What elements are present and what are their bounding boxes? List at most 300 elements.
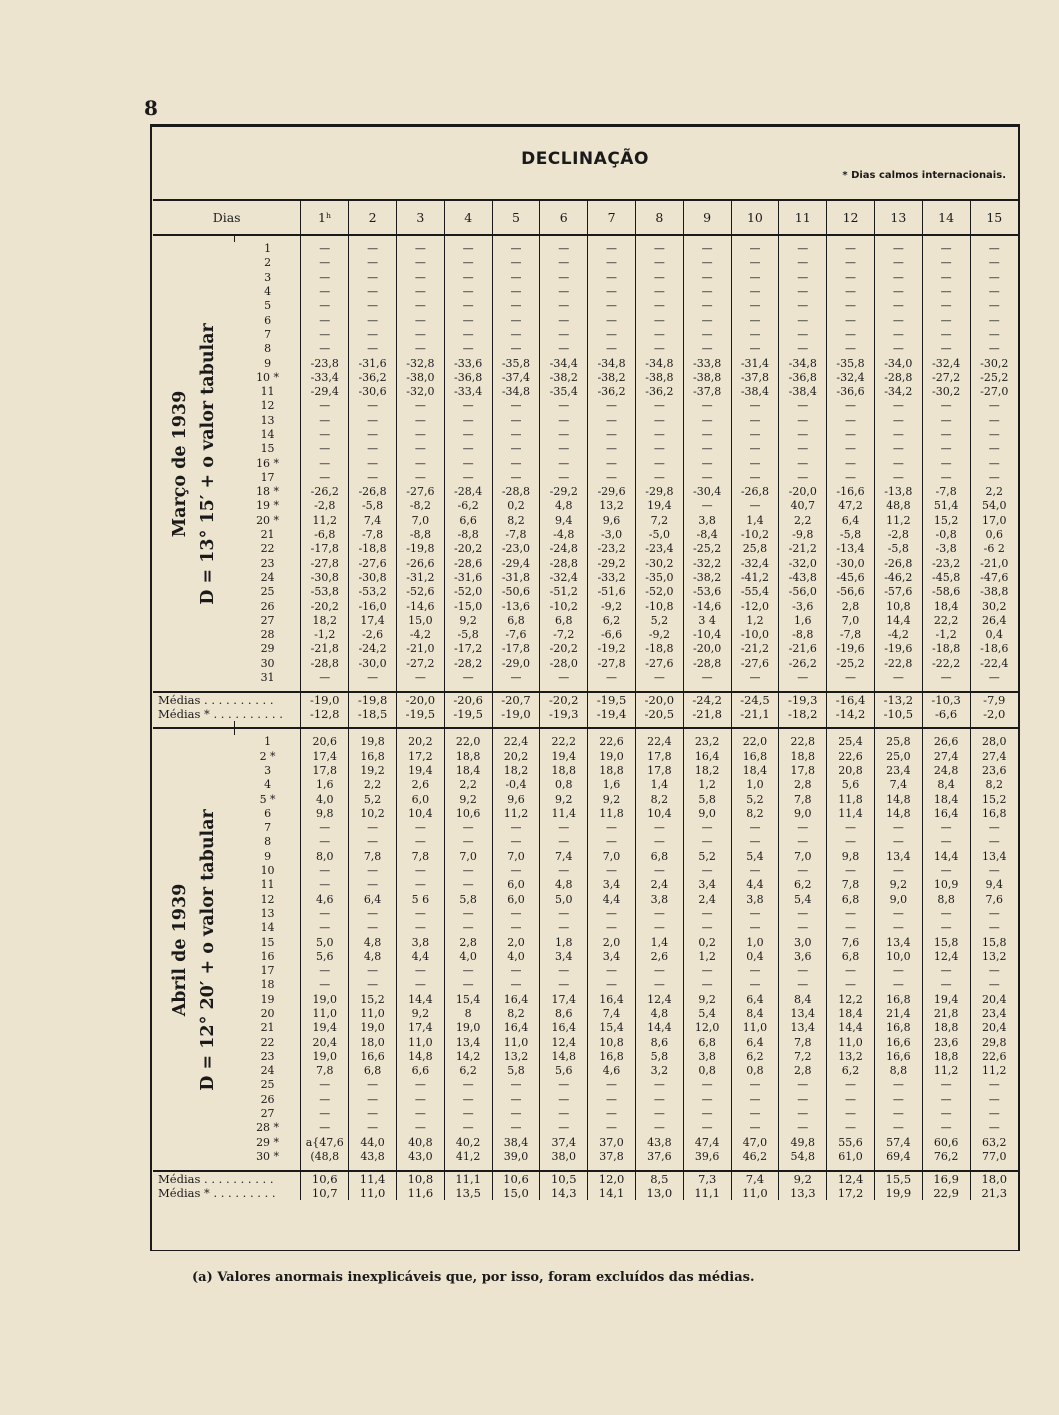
value-cell: 14,8 — [540, 1050, 588, 1064]
value-cell: — — [349, 978, 397, 992]
medias-value: 10,8 — [396, 1171, 444, 1186]
value-cell: — — [635, 342, 683, 356]
value-cell: 10,4 — [396, 807, 444, 821]
value-cell: — — [492, 256, 540, 270]
value-cell: -3,0 — [588, 528, 636, 542]
spacer-cell — [301, 1164, 349, 1171]
table-row — [153, 850, 1018, 864]
value-cell: 27,4 — [922, 750, 970, 764]
value-cell: -30,2 — [970, 356, 1018, 370]
month-rotated-label — [166, 323, 222, 605]
table-row — [153, 835, 1018, 849]
value-cell: -13,8 — [874, 485, 922, 499]
value-cell: — — [396, 242, 444, 256]
spacer-cell — [922, 685, 970, 692]
value-cell: -17,2 — [444, 642, 492, 656]
value-cell: -33,2 — [588, 571, 636, 585]
value-cell: -32,0 — [779, 557, 827, 571]
spacer-cell — [349, 685, 397, 692]
value-cell: 6,0 — [396, 792, 444, 806]
value-cell: 5,0 — [301, 935, 349, 949]
value-cell: -10,0 — [731, 628, 779, 642]
value-cell: 18,8 — [444, 750, 492, 764]
value-cell: -55,4 — [731, 585, 779, 599]
medias-value: -20,2 — [540, 692, 588, 707]
medias-value: 7,3 — [683, 1171, 731, 1186]
table-row — [153, 428, 1018, 442]
table-title: DECLINAÇÃO — [521, 149, 649, 169]
value-cell: -10,2 — [540, 599, 588, 613]
value-cell: — — [396, 428, 444, 442]
day-number: 1 — [264, 242, 272, 256]
value-cell: 6,0 — [492, 878, 540, 892]
table-row — [153, 1050, 1018, 1064]
value-cell: -16,0 — [349, 599, 397, 613]
value-cell: — — [970, 921, 1018, 935]
value-cell: — — [444, 878, 492, 892]
value-cell: — — [540, 313, 588, 327]
medias-value: -6,6 — [922, 707, 970, 721]
value-cell: — — [492, 964, 540, 978]
medias-value: -20,7 — [492, 692, 540, 707]
value-cell: -0,4 — [492, 778, 540, 792]
value-cell: — — [922, 864, 970, 878]
value-cell: -36,2 — [349, 371, 397, 385]
day-number: 8 — [264, 342, 272, 356]
value-cell: -26,8 — [874, 557, 922, 571]
value-cell: 43,0 — [396, 1150, 444, 1164]
value-cell: — — [492, 414, 540, 428]
value-cell: 9,2 — [874, 878, 922, 892]
value-cell: — — [827, 271, 875, 285]
value-cell: — — [779, 864, 827, 878]
spacer-cell — [235, 1164, 301, 1171]
value-cell: — — [779, 835, 827, 849]
value-cell: 19,4 — [396, 764, 444, 778]
value-cell: — — [779, 242, 827, 256]
value-cell: 17,4 — [396, 1021, 444, 1035]
value-cell: — — [444, 1107, 492, 1121]
value-cell: — — [492, 907, 540, 921]
value-cell: 9,2 — [444, 792, 492, 806]
value-cell: 9,0 — [683, 807, 731, 821]
value-cell: -9,2 — [635, 628, 683, 642]
medias-value: -20,0 — [635, 692, 683, 707]
value-cell: — — [827, 342, 875, 356]
value-cell: -34,4 — [540, 356, 588, 370]
value-cell: — — [683, 864, 731, 878]
value-cell: — — [922, 299, 970, 313]
value-cell: — — [349, 878, 397, 892]
value-cell: — — [588, 399, 636, 413]
value-cell: — — [635, 1093, 683, 1107]
value-cell: — — [588, 428, 636, 442]
value-cell: 4,8 — [635, 1007, 683, 1021]
value-cell: 14,2 — [444, 1050, 492, 1064]
value-cell: 6,2 — [444, 1064, 492, 1078]
medias-value: -21,8 — [683, 707, 731, 721]
value-cell: — — [492, 1107, 540, 1121]
value-cell: — — [827, 242, 875, 256]
value-cell: -5,8 — [444, 628, 492, 642]
value-cell: 57,4 — [874, 1136, 922, 1150]
table-row — [153, 342, 1018, 356]
value-cell: — — [588, 256, 636, 270]
value-cell: — — [444, 428, 492, 442]
value-cell: — — [779, 671, 827, 685]
value-cell: -28,8 — [874, 371, 922, 385]
value-cell: 23,4 — [874, 764, 922, 778]
value-cell: -21,6 — [779, 642, 827, 656]
day-number: 7 — [264, 821, 272, 835]
table-row — [153, 385, 1018, 399]
value-cell: — — [396, 442, 444, 456]
value-cell: 1,2 — [731, 614, 779, 628]
value-cell: — — [970, 328, 1018, 342]
value-cell: — — [444, 1093, 492, 1107]
value-cell: -27,2 — [396, 657, 444, 671]
value-cell: — — [779, 328, 827, 342]
medias-value: 9,2 — [779, 1171, 827, 1186]
value-cell: — — [301, 964, 349, 978]
value-cell: 37,0 — [588, 1136, 636, 1150]
value-cell: — — [444, 1121, 492, 1135]
value-cell: — — [349, 328, 397, 342]
value-cell: a{47,6 — [301, 1136, 349, 1150]
medias-value: -2,0 — [970, 707, 1018, 721]
spacer-cell — [827, 235, 875, 242]
value-cell: 7,8 — [396, 850, 444, 864]
value-cell: -29,2 — [540, 485, 588, 499]
spacer-cell — [349, 728, 397, 735]
table-row — [153, 1064, 1018, 1078]
value-cell: -26,8 — [349, 485, 397, 499]
value-cell: 1,4 — [635, 778, 683, 792]
value-cell: — — [588, 1107, 636, 1121]
spacer-cell — [349, 1164, 397, 1171]
value-cell: — — [588, 1121, 636, 1135]
value-cell: 0,8 — [683, 1064, 731, 1078]
value-cell: -10,4 — [683, 628, 731, 642]
value-cell: 18,8 — [540, 764, 588, 778]
value-cell: -26,2 — [779, 657, 827, 671]
day-number: 29 * — [256, 1135, 280, 1149]
footnote: (a) Valores anormais inexplicáveis que, por isso, foram excluídos das médias. — [192, 1270, 755, 1285]
value-cell: 18,8 — [922, 1021, 970, 1035]
value-cell: -34,8 — [635, 356, 683, 370]
value-cell: — — [731, 285, 779, 299]
value-cell: — — [731, 242, 779, 256]
value-cell: — — [731, 907, 779, 921]
spacer-cell — [922, 1164, 970, 1171]
table-row — [153, 878, 1018, 892]
value-cell: — — [349, 1078, 397, 1092]
value-cell: — — [492, 471, 540, 485]
value-cell: -21,2 — [731, 642, 779, 656]
value-cell: — — [540, 864, 588, 878]
medias-value: -19,3 — [540, 707, 588, 721]
value-cell: — — [301, 328, 349, 342]
day-number: 26 — [260, 1092, 275, 1106]
table-row — [153, 628, 1018, 642]
value-cell: 8,0 — [301, 850, 349, 864]
medias-value: -16,4 — [827, 692, 875, 707]
value-cell: — — [922, 271, 970, 285]
value-cell: — — [683, 285, 731, 299]
value-cell: — — [588, 342, 636, 356]
value-cell: — — [683, 671, 731, 685]
value-cell: — — [349, 456, 397, 470]
value-cell: — — [635, 864, 683, 878]
value-cell: 5,8 — [492, 1064, 540, 1078]
medias-value: -10,3 — [922, 692, 970, 707]
value-cell: — — [301, 313, 349, 327]
value-cell: -26,8 — [731, 485, 779, 499]
value-cell: 16,4 — [540, 1021, 588, 1035]
value-cell: 1,0 — [731, 935, 779, 949]
value-cell: 17,4 — [540, 993, 588, 1007]
value-cell: -28,4 — [444, 485, 492, 499]
value-cell: 3,8 — [683, 1050, 731, 1064]
value-cell: 11,0 — [396, 1035, 444, 1049]
spacer-cell — [301, 728, 349, 735]
value-cell: 47,0 — [731, 1136, 779, 1150]
value-cell: — — [731, 342, 779, 356]
value-cell: — — [922, 821, 970, 835]
value-cell: 17,4 — [301, 750, 349, 764]
value-cell: — — [970, 399, 1018, 413]
value-cell: -0,8 — [922, 528, 970, 542]
value-cell: 5,4 — [683, 1007, 731, 1021]
value-cell: 4,0 — [444, 950, 492, 964]
value-cell: 13,2 — [970, 950, 1018, 964]
value-cell: 18,2 — [301, 614, 349, 628]
table-row — [153, 642, 1018, 656]
value-cell: -20,2 — [301, 599, 349, 613]
spacer-cell — [922, 235, 970, 242]
value-cell: -30,0 — [827, 557, 875, 571]
value-cell: 9,0 — [874, 892, 922, 906]
value-cell: 17,8 — [301, 764, 349, 778]
medias-value: 11,1 — [683, 1186, 731, 1200]
medias-value: 11,0 — [731, 1186, 779, 1200]
value-cell: — — [922, 1078, 970, 1092]
value-cell: 9,0 — [779, 807, 827, 821]
value-cell: 15,2 — [349, 993, 397, 1007]
value-cell: -22,2 — [922, 657, 970, 671]
value-cell: 11,0 — [827, 1035, 875, 1049]
value-cell: — — [779, 1078, 827, 1092]
medias-value: -24,5 — [731, 692, 779, 707]
spacer-cell — [827, 1164, 875, 1171]
value-cell: — — [492, 299, 540, 313]
medias-value: 17,2 — [827, 1186, 875, 1200]
value-cell: 18,4 — [922, 599, 970, 613]
value-cell: — — [349, 271, 397, 285]
value-cell: 22,2 — [540, 735, 588, 749]
value-cell: 13,4 — [779, 1007, 827, 1021]
table-row — [153, 671, 1018, 685]
value-cell: 4,8 — [349, 935, 397, 949]
spacer-cell — [683, 728, 731, 735]
value-cell: 11,0 — [731, 1021, 779, 1035]
value-cell: -38,2 — [588, 371, 636, 385]
value-cell: 15,8 — [922, 935, 970, 949]
value-cell: — — [922, 671, 970, 685]
spacer-cell — [731, 721, 779, 728]
spacer-cell — [779, 685, 827, 692]
medias-value: 22,9 — [922, 1186, 970, 1200]
medias-calm-row — [153, 1186, 1018, 1200]
day-number: 14 — [260, 428, 275, 441]
value-cell: — — [731, 821, 779, 835]
value-cell: — — [349, 313, 397, 327]
value-cell: — — [588, 456, 636, 470]
value-cell: — — [779, 271, 827, 285]
value-cell: 23,4 — [970, 1007, 1018, 1021]
value-cell: -53,6 — [683, 585, 731, 599]
value-cell: -16,6 — [827, 485, 875, 499]
header-hour: 2 — [349, 200, 397, 235]
value-cell: -8,8 — [779, 628, 827, 642]
value-cell: — — [301, 821, 349, 835]
value-cell: — — [444, 242, 492, 256]
value-cell: -5,8 — [874, 542, 922, 556]
value-cell: 9,6 — [588, 514, 636, 528]
day-number: 10 * — [256, 370, 280, 384]
medias-label: Médias * . . . . . . . . . . — [158, 707, 283, 722]
value-cell: — — [922, 907, 970, 921]
value-cell: -28,8 — [683, 657, 731, 671]
value-cell: 23,6 — [970, 764, 1018, 778]
value-cell: 9,4 — [970, 878, 1018, 892]
value-cell: 7,0 — [492, 850, 540, 864]
value-cell: — — [540, 471, 588, 485]
value-cell: — — [588, 978, 636, 992]
value-cell: — — [301, 471, 349, 485]
table-row — [153, 485, 1018, 499]
day-number: 24 — [260, 1064, 275, 1078]
value-cell: 6,8 — [349, 1064, 397, 1078]
value-cell: -27,6 — [349, 557, 397, 571]
value-cell: — — [970, 1107, 1018, 1121]
spacer-cell — [970, 235, 1018, 242]
table-row — [153, 1107, 1018, 1121]
value-cell: — — [922, 428, 970, 442]
value-cell: — — [874, 907, 922, 921]
value-cell: -35,8 — [827, 356, 875, 370]
value-cell: — — [349, 821, 397, 835]
value-cell: — — [396, 299, 444, 313]
value-cell: — — [635, 414, 683, 428]
value-cell: — — [635, 456, 683, 470]
value-cell: — — [540, 271, 588, 285]
value-cell: — — [683, 964, 731, 978]
day-number: 21 — [260, 528, 275, 542]
value-cell: — — [970, 1121, 1018, 1135]
value-cell: — — [635, 471, 683, 485]
spacer-cell — [874, 685, 922, 692]
value-cell: — — [683, 313, 731, 327]
value-cell: — — [874, 821, 922, 835]
value-cell: 3,8 — [731, 892, 779, 906]
value-cell: — — [731, 399, 779, 413]
value-cell: 37,6 — [635, 1150, 683, 1164]
value-cell: — — [492, 1093, 540, 1107]
value-cell: — — [827, 1093, 875, 1107]
spacer-cell — [444, 721, 492, 728]
value-cell: — — [396, 342, 444, 356]
value-cell: — — [922, 242, 970, 256]
value-cell: 9,2 — [444, 614, 492, 628]
value-cell: 10,2 — [349, 807, 397, 821]
table-row — [153, 399, 1018, 413]
value-cell: -30,8 — [301, 571, 349, 585]
value-cell: — — [444, 456, 492, 470]
value-cell: — — [779, 964, 827, 978]
value-cell: -31,4 — [731, 356, 779, 370]
value-cell: 4,4 — [731, 878, 779, 892]
value-cell: -24,2 — [349, 642, 397, 656]
value-cell: 22,2 — [922, 614, 970, 628]
value-cell: 10,8 — [874, 599, 922, 613]
value-cell: 12,2 — [827, 993, 875, 1007]
value-cell: 11,0 — [349, 1007, 397, 1021]
medias-value: -24,2 — [683, 692, 731, 707]
value-cell: 8,6 — [635, 1035, 683, 1049]
medias-value: 15,5 — [874, 1171, 922, 1186]
value-cell: 9,2 — [588, 792, 636, 806]
value-cell: 15,4 — [588, 1021, 636, 1035]
value-cell: -51,6 — [588, 585, 636, 599]
spacer-cell — [396, 685, 444, 692]
value-cell: -36,8 — [779, 371, 827, 385]
medias-value: 11,4 — [349, 1171, 397, 1186]
medias-value: 19,9 — [874, 1186, 922, 1200]
value-cell: 6,0 — [492, 892, 540, 906]
value-cell: 1,6 — [588, 778, 636, 792]
spacer-cell — [492, 721, 540, 728]
value-cell: 13,4 — [874, 850, 922, 864]
value-cell: -34,8 — [779, 356, 827, 370]
value-cell: -58,6 — [922, 585, 970, 599]
value-cell: — — [683, 271, 731, 285]
medias-value: 14,1 — [588, 1186, 636, 1200]
value-cell: — — [874, 242, 922, 256]
value-cell: — — [779, 285, 827, 299]
value-cell: 9,2 — [540, 792, 588, 806]
value-cell: — — [683, 342, 731, 356]
value-cell: 38,4 — [492, 1136, 540, 1150]
value-cell: -18,8 — [349, 542, 397, 556]
value-cell: 4,0 — [492, 950, 540, 964]
value-cell: 3,0 — [779, 935, 827, 949]
value-cell: 6,4 — [349, 892, 397, 906]
value-cell: — — [874, 964, 922, 978]
value-cell: — — [922, 835, 970, 849]
value-cell: -28,0 — [540, 657, 588, 671]
day-number: 6 — [264, 806, 272, 820]
value-cell: -6,6 — [588, 628, 636, 642]
value-cell: -38,8 — [635, 371, 683, 385]
table-row — [153, 950, 1018, 964]
value-cell: -18,8 — [922, 642, 970, 656]
value-cell: — — [396, 1107, 444, 1121]
table-row — [153, 993, 1018, 1007]
value-cell: — — [444, 414, 492, 428]
value-cell: — — [683, 414, 731, 428]
value-cell: 8,4 — [922, 778, 970, 792]
